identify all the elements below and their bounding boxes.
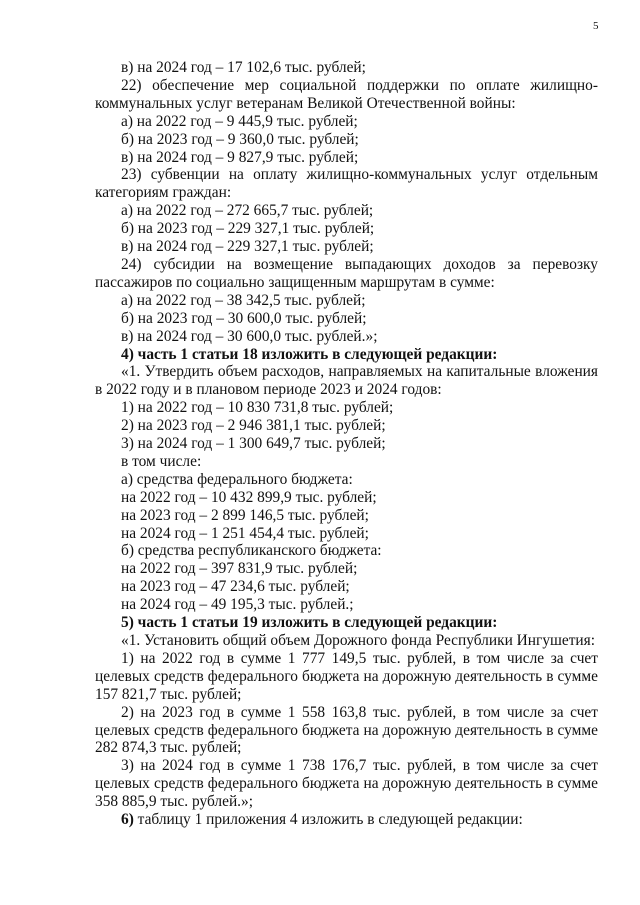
text-line: а) на 2022 год – 38 342,5 тыс. рублей;: [121, 291, 366, 309]
text-line: б) средства республиканского бюджета:: [121, 542, 382, 560]
text-line: 23) субвенции на оплату жилищно-коммунальных услуг отдельным: [121, 166, 598, 184]
item-number: 6): [121, 811, 134, 829]
text-line: [95, 811, 598, 829]
text-line: 2) на 2023 год – 2 946 381,1 тыс. рублей;: [121, 417, 386, 435]
text-line: пассажиров по социально защищенным маршрутам в сумме:: [95, 273, 495, 291]
text-line: б) на 2023 год – 229 327,1 тыс. рублей;: [121, 220, 375, 238]
text-line: коммунальных услуг ветеранам Великой Отечественной войны:: [95, 94, 516, 112]
text-line: в 2022 году и в плановом периоде 2023 и 2024 годов:: [95, 381, 442, 399]
text-line: в) на 2024 год – 9 827,9 тыс. рублей;: [121, 148, 359, 166]
item-text: таблицу 1 приложения 4 изложить в следующей редакции:: [133, 811, 523, 829]
text-line: на 2023 год – 47 234,6 тыс. рублей;: [121, 578, 350, 596]
text-line: 24) субсидии на возмещение выпадающих доходов за перевозку: [121, 255, 598, 273]
text-line: а) на 2022 год – 272 665,7 тыс. рублей;: [121, 202, 374, 220]
text-line: в том числе:: [121, 452, 202, 470]
text-line: 157 821,7 тыс. рублей;: [95, 685, 242, 703]
text-line: 5) часть 1 статьи 19 изложить в следующей редакции:: [121, 614, 498, 632]
text-line: на 2024 год – 49 195,3 тыс. рублей.;: [121, 596, 354, 614]
text-line: 282 874,3 тыс. рублей;: [95, 739, 242, 757]
text-line: в) на 2024 год – 229 327,1 тыс. рублей;: [121, 238, 374, 256]
text-line: 22) обеспечение мер социальной поддержки по оплате жилищно-: [121, 76, 598, 94]
text-line: «1. Утвердить объем расходов, направляемых на капитальные вложения: [121, 363, 598, 381]
text-line: а) средства федерального бюджета:: [121, 470, 353, 488]
text-line: категориям граждан:: [95, 184, 232, 202]
text-line: 3) на 2024 год – 1 300 649,7 тыс. рублей;: [121, 435, 386, 453]
text-line: 358 885,9 тыс. рублей.»;: [95, 793, 254, 811]
text-line: 3) на 2024 год в сумме 1 738 176,7 тыс. рублей, в том числе за счет: [121, 757, 598, 775]
text-line: в) на 2024 год – 30 600,0 тыс. рублей.»;: [121, 327, 378, 345]
text-line: 1) на 2022 год – 10 830 731,8 тыс. рублей;: [121, 399, 394, 417]
document-body: [95, 59, 598, 829]
text-line: на 2023 год – 2 899 146,5 тыс. рублей;: [121, 506, 369, 524]
text-line: целевых средств федерального бюджета на дорожную деятельность в сумме: [95, 775, 598, 793]
page-number: 5: [593, 20, 599, 32]
text-line: 4) часть 1 статьи 18 изложить в следующей редакции:: [121, 345, 498, 363]
text-line: на 2022 год – 10 432 899,9 тыс. рублей;: [121, 488, 377, 506]
text-line: 1) на 2022 год в сумме 1 777 149,5 тыс. рублей, в том числе за счет: [121, 649, 598, 667]
text-line: б) на 2023 год – 30 600,0 тыс. рублей;: [121, 309, 367, 327]
text-line: целевых средств федерального бюджета на дорожную деятельность в сумме: [95, 721, 598, 739]
text-line: в) на 2024 год – 17 102,6 тыс. рублей;: [121, 59, 366, 76]
text-line: б) на 2023 год – 9 360,0 тыс. рублей;: [121, 130, 359, 148]
text-line: целевых средств федерального бюджета на дорожную деятельность в сумме: [95, 667, 598, 685]
text-line: 2) на 2023 год в сумме 1 558 163,8 тыс. рублей, в том числе за счет: [121, 703, 598, 721]
text-line: на 2022 год – 397 831,9 тыс. рублей;: [121, 560, 358, 578]
text-line: а) на 2022 год – 9 445,9 тыс. рублей;: [121, 112, 358, 130]
text-line: «1. Установить общий объем Дорожного фонда Республики Ингушетия:: [121, 632, 596, 649]
text-line: на 2024 год – 1 251 454,4 тыс. рублей;: [121, 524, 369, 542]
